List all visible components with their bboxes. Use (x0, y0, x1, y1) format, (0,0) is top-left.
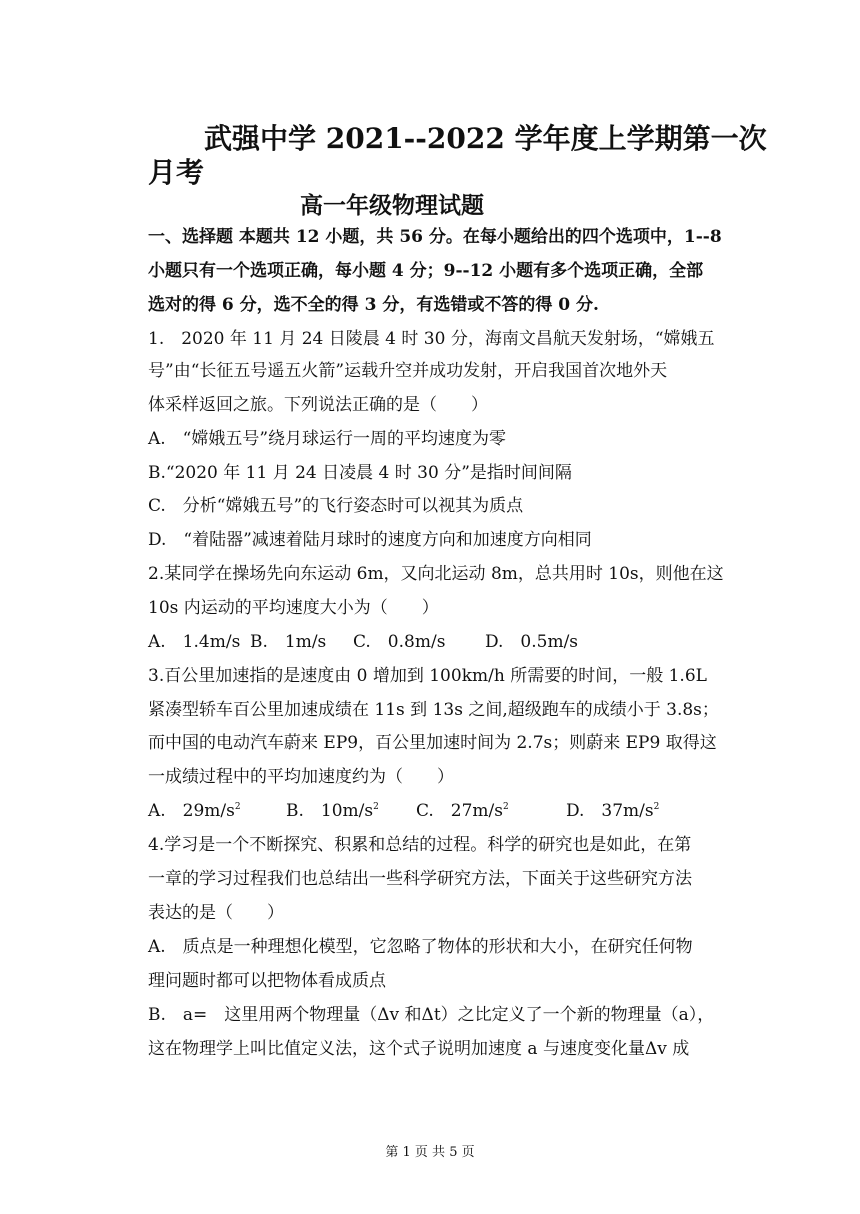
unit-exponent: 2 (373, 802, 379, 812)
exam-title-line2: 月考 (148, 156, 205, 189)
q1-option-b: B.“2020 年 11 月 24 日凌晨 4 时 30 分”是指时间间隔 (148, 463, 572, 483)
q4-stem-line: 一章的学习过程我们也总结出一些科学研究方法，下面关于这些研究方法 (148, 869, 692, 889)
section-instructions-line: 小题只有一个选项正确，每小题 4 分；9--12 小题有多个选项正确，全部 (148, 261, 704, 281)
q3-stem-line: 紧凑型轿车百公里加速成绩在 11s 到 13s 之间,超级跑车的成绩小于 3.8s； (148, 700, 719, 720)
q1-stem-line: 1. 2020 年 11 月 24 日陵晨 4 时 30 分，海南文昌航天发射场，“嫦娥五 (148, 329, 715, 349)
section-instructions-line: 一、选择题 本题共 12 小题，共 56 分。在每小题给出的四个选项中，1--8 (148, 227, 722, 247)
q1-option-c: C. 分析“嫦娥五号”的飞行姿态时可以视其为质点 (148, 496, 524, 516)
q4-option-a-cont: 理问题时都可以把物体看成质点 (148, 971, 386, 991)
q3-option-a: A. 29m/s (148, 801, 235, 821)
q2-option-d: D. 0.5m/s (485, 632, 579, 652)
q4-stem-line: 表达的是（ ） (148, 903, 284, 923)
q3-options (148, 803, 659, 820)
q3-stem-line: 而中国的电动汽车蔚来 EP9，百公里加速时间为 2.7s；则蔚来 EP9 取得这 (148, 733, 717, 753)
q4-option-a: A. 质点是一种理想化模型，它忽略了物体的形状和大小，在研究任何物 (148, 937, 693, 957)
q2-option-c: C. 0.8m/s (353, 632, 446, 652)
q3-option-d: D. 37m/s (566, 801, 654, 821)
q3-option-b: B. 10m/s (286, 801, 374, 821)
exam-title-line1: 武强中学 2021--2022 学年度上学期第一次 (204, 122, 767, 155)
q1-stem-line: 体采样返回之旅。下列说法正确的是（ ） (148, 395, 488, 415)
q1-stem-line: 号”由“长征五号遥五火箭”运载升空并成功发射，开启我国首次地外天 (148, 361, 668, 381)
q3-stem-line: 一成绩过程中的平均加速度约为（ ） (148, 767, 454, 787)
q3-stem-line: 3.百公里加速指的是速度由 0 增加到 100km/h 所需要的时间，一般 1.6L (148, 666, 707, 686)
unit-exponent: 2 (653, 802, 660, 812)
unit-exponent: 2 (503, 802, 509, 812)
q2-stem-line: 10s 内运动的平均速度大小为（ ） (148, 598, 439, 618)
q4-option-b: B. a= 这里用两个物理量（Δv 和Δt）之比定义了一个新的物理量（a）， (148, 1005, 715, 1025)
q2-options (148, 634, 578, 651)
section-instructions-line: 选对的得 6 分，选不全的得 3 分，有选错或不答的得 0 分. (148, 295, 599, 315)
exam-subtitle: 高一年级物理试题 (300, 192, 484, 219)
q1-option-d: D. “着陆器”减速着陆月球时的速度方向和加速度方向相同 (148, 530, 592, 550)
q3-option-c: C. 27m/s (416, 801, 504, 821)
q2-option-a: A. 1.4m/s (148, 632, 241, 652)
q2-option-b: B. 1m/s (250, 632, 327, 652)
unit-exponent: 2 (234, 802, 241, 812)
q2-stem-line: 2.某同学在操场先向东运动 6m，又向北运动 8m，总共用时 10s，则他在这 (148, 564, 724, 584)
page-footer: 第 1 页 共 5 页 (385, 1145, 475, 1160)
q1-option-a: A. “嫦娥五号”绕月球运行一周的平均速度为零 (148, 429, 507, 449)
q4-stem-line: 4.学习是一个不断探究、积累和总结的过程。科学的研究也是如此，在第 (148, 835, 692, 855)
q4-option-b-cont: 这在物理学上叫比值定义法，这个式子说明加速度 a 与速度变化量Δv 成 (148, 1039, 690, 1059)
